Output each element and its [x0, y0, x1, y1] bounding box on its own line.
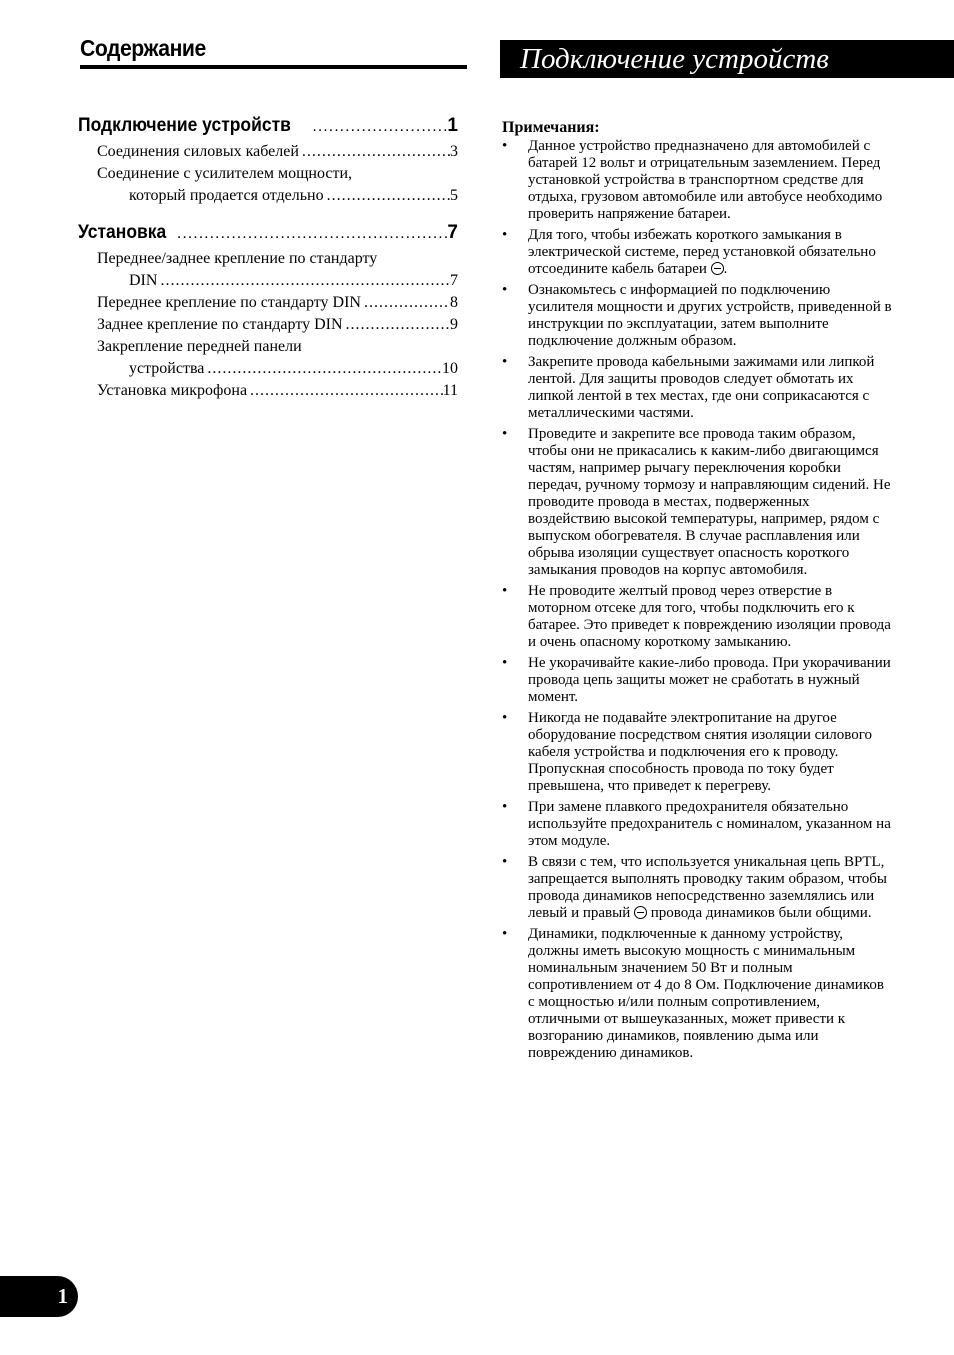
note-text: В связи с тем, что используется уникальная цепь BPTL, запрещается выполнять проводку таким образом, чтобы провода динамиков непосредственно заземлялись или левый и правый — [528, 854, 887, 921]
notes-list — [502, 138, 892, 1062]
toc-leader-dots — [174, 220, 448, 248]
toc-section-installation[interactable] — [78, 219, 458, 248]
toc-title-rule — [80, 65, 467, 69]
toc-leader-dots — [343, 314, 450, 336]
toc-page-number: 9 — [450, 316, 458, 333]
toc-item-label: Переднее/заднее крепление по стандарту — [97, 250, 378, 267]
page-number: 1 — [57, 1284, 68, 1308]
list-item — [502, 583, 892, 651]
list-item — [502, 926, 892, 1062]
bullet: • — [502, 138, 508, 154]
toc-item-label-cont: DIN — [129, 272, 158, 289]
toc-leader-dots — [299, 141, 450, 163]
bullet: • — [502, 354, 508, 370]
note-text: При замене плавкого предохранителя обязательно используйте предохранитель с номиналом, указанном на этом модуле. — [528, 799, 891, 849]
bullet: • — [502, 854, 508, 870]
notes-title: Примечания: — [502, 119, 600, 136]
bullet: • — [502, 926, 508, 942]
toc-page-number: 8 — [450, 294, 458, 311]
toc-section-connection[interactable] — [78, 112, 458, 141]
note-text: Для того, чтобы избежать короткого замыкания в электрической системе, перед установкой обязательно отсоедините кабель батареи — [528, 227, 876, 277]
list-item — [502, 799, 892, 850]
toc-item-label: Установка микрофона — [97, 382, 248, 399]
bullet: • — [502, 655, 508, 671]
toc-item-label: Соединение с усилителем мощности, — [97, 165, 353, 182]
bullet: • — [502, 583, 508, 599]
note-text: Не проводите желтый провод через отверстие в моторном отсеке для того, чтобы подключить его к батарее. Это приведет к повреждению изоляции провода и очень опасному короткому замыканию. — [528, 583, 891, 650]
toc-item-label: Соединения силовых кабелей — [97, 143, 299, 160]
note-text: Ознакомьтесь с информацией по подключению усилителя мощности и других устройств, приведенной в инструкции по эксплуатации, затем выполните подключение должным образом. — [528, 282, 892, 349]
note-text: Динамики, подключенные к данному устройству, должны иметь высокую мощность с минимальным номинальным значением 50 Вт и полным сопротивлением от 4 до 8 Ом. Подключение динамиков с мощностью и/или полным сопротивлением, отличными от вышеуказанных, может привести к возгоранию динамиков, появлению дыма или повреждению динамиков. — [528, 926, 884, 1061]
list-item — [502, 655, 892, 706]
toc-item-front-din[interactable] — [78, 292, 458, 314]
toc-item-label-cont: устройства — [129, 360, 205, 377]
list-item — [502, 282, 892, 350]
note-text: Проведите и закрепите все провода таким образом, чтобы они не прикасались к каким-либо двигающимся частям, например рычагу переключения коробки передач, ручному тормозу и направляющим сидений. Не проводите провода в местах, подверженных воздействию высокой температуры, например, рядом с выпуском обогревателя. В случае расплавления или обрыва изоляции существует опасность короткого замыкания проводов на корпус автомобиля. — [528, 426, 891, 578]
notes-section — [502, 118, 892, 1066]
toc-item-microphone[interactable] — [78, 380, 458, 402]
section-banner-title: Подключение устройств — [520, 43, 829, 75]
toc-leader-dots — [247, 380, 443, 402]
toc-leader-dots — [204, 358, 442, 380]
toc-leader-dots — [157, 270, 450, 292]
list-item — [502, 354, 892, 422]
toc-section-label: Установка — [78, 222, 167, 243]
list-item — [502, 227, 892, 278]
toc-section-label: Подключение устройств — [78, 115, 291, 136]
section-banner — [500, 40, 954, 78]
note-text-tail: провода динамиков были общими. — [650, 905, 872, 921]
bullet: • — [502, 426, 508, 442]
list-item — [502, 710, 892, 795]
toc-page-number: 5 — [450, 187, 458, 204]
circled-minus-icon — [634, 906, 647, 919]
bullet: • — [502, 282, 508, 298]
toc-item-label: Переднее крепление по стандарту DIN — [97, 294, 361, 311]
toc-item-label: Заднее крепление по стандарту DIN — [97, 316, 343, 333]
toc-page-number: 7 — [447, 222, 458, 243]
note-text: Не укорачивайте какие-либо провода. При укорачивании провода цепь защиты может не сработать в нужный момент. — [528, 655, 891, 705]
toc-page-number: 3 — [450, 143, 458, 160]
toc-item-front-panel[interactable] — [78, 336, 458, 380]
toc-leader-dots — [361, 292, 450, 314]
toc-page-number: 7 — [450, 272, 458, 289]
page-number-tab — [0, 1276, 78, 1317]
list-item — [502, 854, 892, 922]
note-text-tail: . — [723, 261, 728, 277]
note-text: Данное устройство предназначено для автомобилей с батарей 12 вольт и отрицательным заземлением. Перед установкой устройства в транспортном средстве для отдыха, грузовом автомобиле или автобусе необходимо проверить напряжение батареи. — [528, 138, 883, 222]
circled-minus-icon — [711, 262, 724, 275]
toc-item-label-cont: который продается отдельно — [129, 187, 324, 204]
bullet: • — [502, 710, 508, 726]
toc-page-number: 11 — [442, 382, 458, 399]
toc-leader-dots — [324, 185, 450, 207]
table-of-contents — [78, 112, 458, 402]
list-item — [502, 426, 892, 579]
toc-item-rear-din[interactable] — [78, 314, 458, 336]
toc-item-label: Закрепление передней панели — [97, 338, 302, 355]
toc-item-front-rear-din[interactable] — [78, 248, 458, 292]
toc-title: Содержание — [80, 35, 206, 61]
toc-leader-dots — [309, 113, 447, 141]
toc-item-amplifier[interactable] — [78, 163, 458, 207]
note-text: Закрепите провода кабельными зажимами или липкой лентой. Для защиты проводов следует обмотать их липкой лентой в тех местах, где они соприкасаются с металлическими частями. — [528, 354, 875, 421]
note-text: Никогда не подавайте электропитание на другое оборудование посредством снятия изоляции силового кабеля устройства и подключения его к проводу. Пропускная способность провода по току будет превышена, что приведет к перегреву. — [528, 710, 873, 794]
bullet: • — [502, 799, 508, 815]
toc-page-number: 1 — [447, 115, 458, 136]
toc-page-number: 10 — [442, 360, 458, 377]
bullet: • — [502, 227, 508, 243]
list-item — [502, 138, 892, 223]
toc-item-power-cables[interactable] — [78, 141, 458, 163]
